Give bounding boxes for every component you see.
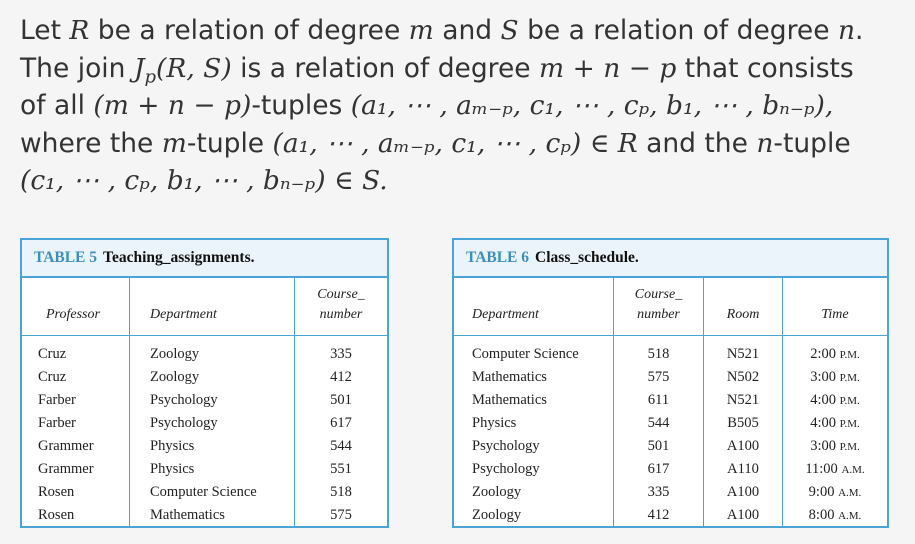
table-cell: Computer Science — [472, 346, 579, 362]
table-cell: Zoology — [150, 369, 200, 385]
text: -tuples — [251, 90, 351, 121]
column-header: Course_ number — [295, 278, 387, 336]
table-title: Teaching_assignments. — [103, 249, 255, 266]
table-cell: 544 — [647, 415, 670, 431]
table-cell: Physics — [472, 415, 517, 431]
table-cell: Mathematics — [472, 369, 547, 385]
text: . — [855, 15, 864, 46]
text: that consists — [676, 52, 854, 84]
text: -tuple — [186, 127, 273, 159]
table-cell: Psychology — [472, 438, 540, 454]
column-header: Course_ number — [614, 278, 703, 336]
column-header: Department — [454, 278, 613, 336]
table-cell: 412 — [647, 507, 670, 523]
text: where the — [20, 127, 162, 159]
text: is a relation of degree — [231, 52, 540, 84]
column-header: Time — [783, 278, 887, 336]
table-cell: 551 — [330, 461, 352, 477]
column-header: Department — [130, 278, 294, 336]
paragraph-line-2 — [20, 50, 900, 88]
table-cell: N521 — [726, 392, 760, 408]
table-cell: 501 — [330, 392, 352, 408]
table-cell: 617 — [330, 415, 352, 431]
table-cell: Psychology — [150, 415, 218, 431]
table-cell: 575 — [647, 369, 670, 385]
table-cell: 2:00 P.M. — [810, 346, 860, 362]
table-cell: A100 — [726, 507, 760, 523]
math-subscript-p: p — [144, 65, 157, 87]
table-cell: 412 — [330, 369, 352, 385]
column-department — [454, 278, 614, 526]
table-number: TABLE 5 — [34, 249, 98, 266]
table-caption — [22, 240, 387, 278]
table-class-schedule — [452, 238, 889, 528]
table-cell: Zoology — [150, 346, 200, 362]
definition-paragraph — [20, 12, 900, 200]
column-room — [704, 278, 783, 526]
table-cell: A100 — [726, 484, 760, 500]
column-professor — [22, 278, 130, 526]
column-header: Professor — [22, 278, 129, 336]
column-department — [130, 278, 295, 526]
table-cell: Psychology — [150, 392, 218, 408]
column-time — [783, 278, 887, 526]
math-m-tuple: (a₁, ⋯ , aₘ₋ₚ, c₁, ⋯ , cₚ) ∈ R — [272, 127, 638, 159]
table-number: TABLE 6 — [466, 249, 530, 266]
table-teaching-assignments — [20, 238, 389, 528]
math-args: (R, S) — [156, 52, 232, 84]
table-caption — [454, 240, 887, 278]
table-cell: Physics — [150, 438, 195, 454]
table-cell: 617 — [647, 461, 670, 477]
table-cell: Grammer — [38, 461, 94, 477]
table-cell: 8:00 A.M. — [808, 507, 862, 523]
math-joined-tuple: (a₁, ⋯ , aₘ₋ₚ, c₁, ⋯ , cₚ, b₁, ⋯ , bₙ₋ₚ), — [350, 90, 834, 121]
paragraph-line-3 — [20, 87, 900, 125]
text: Let — [20, 15, 70, 46]
math-R: R — [69, 15, 90, 46]
math-n-tuple: (c₁, ⋯ , cₚ, b₁, ⋯ , bₙ₋ₚ) ∈ S. — [20, 165, 388, 196]
table-cell: A110 — [727, 461, 759, 477]
paragraph-line-4 — [20, 125, 900, 163]
table-cell: 4:00 P.M. — [810, 415, 860, 431]
table-cell: Grammer — [38, 438, 94, 454]
text: be a relation of degree — [518, 15, 838, 46]
table-cell: 3:00 P.M. — [810, 369, 860, 385]
table-cell: Farber — [38, 392, 76, 408]
table-cell: 518 — [330, 484, 352, 500]
column-header: Room — [704, 278, 782, 336]
table-title: Class_schedule. — [535, 249, 639, 266]
table-cell: Psychology — [472, 461, 540, 477]
table-cell: 518 — [647, 346, 670, 362]
table-cell: 501 — [647, 438, 670, 454]
math-n: n — [756, 127, 774, 159]
column-course-number — [295, 278, 387, 526]
table-cell: 575 — [330, 507, 352, 523]
math-m: m — [408, 15, 434, 46]
table-cell: N502 — [726, 369, 760, 385]
text: and the — [637, 127, 757, 159]
text: and — [433, 15, 501, 46]
text: -tuple — [773, 127, 851, 159]
table-cell: Zoology — [472, 507, 522, 523]
table-cell: Mathematics — [150, 507, 225, 523]
table-cell: A100 — [726, 438, 760, 454]
text: The join — [20, 52, 134, 84]
table-cell: 611 — [647, 392, 670, 408]
math-tuple-size: (m + n − p) — [93, 90, 252, 121]
table-cell: 335 — [330, 346, 352, 362]
table-cell: 9:00 A.M. — [808, 484, 862, 500]
table-cell: Rosen — [38, 484, 75, 500]
table-cell: Physics — [150, 461, 195, 477]
paragraph-line-5 — [20, 162, 900, 200]
math-degree-expr: m + n − p — [539, 52, 677, 84]
table-cell: 544 — [330, 438, 352, 454]
table-cell: N521 — [726, 346, 760, 362]
table-cell: Rosen — [38, 507, 75, 523]
math-S: S — [500, 15, 519, 46]
table-cell: 3:00 P.M. — [810, 438, 860, 454]
table-cell: Mathematics — [472, 392, 547, 408]
text: be a relation of degree — [89, 15, 409, 46]
table-cell: 335 — [647, 484, 670, 500]
table-cell: Farber — [38, 415, 76, 431]
table-cell: 4:00 P.M. — [810, 392, 860, 408]
column-course-number — [614, 278, 704, 526]
table-cell: Cruz — [38, 346, 67, 362]
table-cell: B505 — [727, 415, 759, 431]
table-cell: Zoology — [472, 484, 522, 500]
math-n: n — [837, 15, 856, 46]
math-J: J — [133, 52, 145, 84]
math-m: m — [161, 127, 187, 159]
table-cell: Computer Science — [150, 484, 257, 500]
table-cell: Cruz — [38, 369, 67, 385]
text: of all — [20, 90, 94, 121]
paragraph-line-1 — [20, 12, 900, 50]
table-cell: 11:00 A.M. — [805, 461, 865, 477]
